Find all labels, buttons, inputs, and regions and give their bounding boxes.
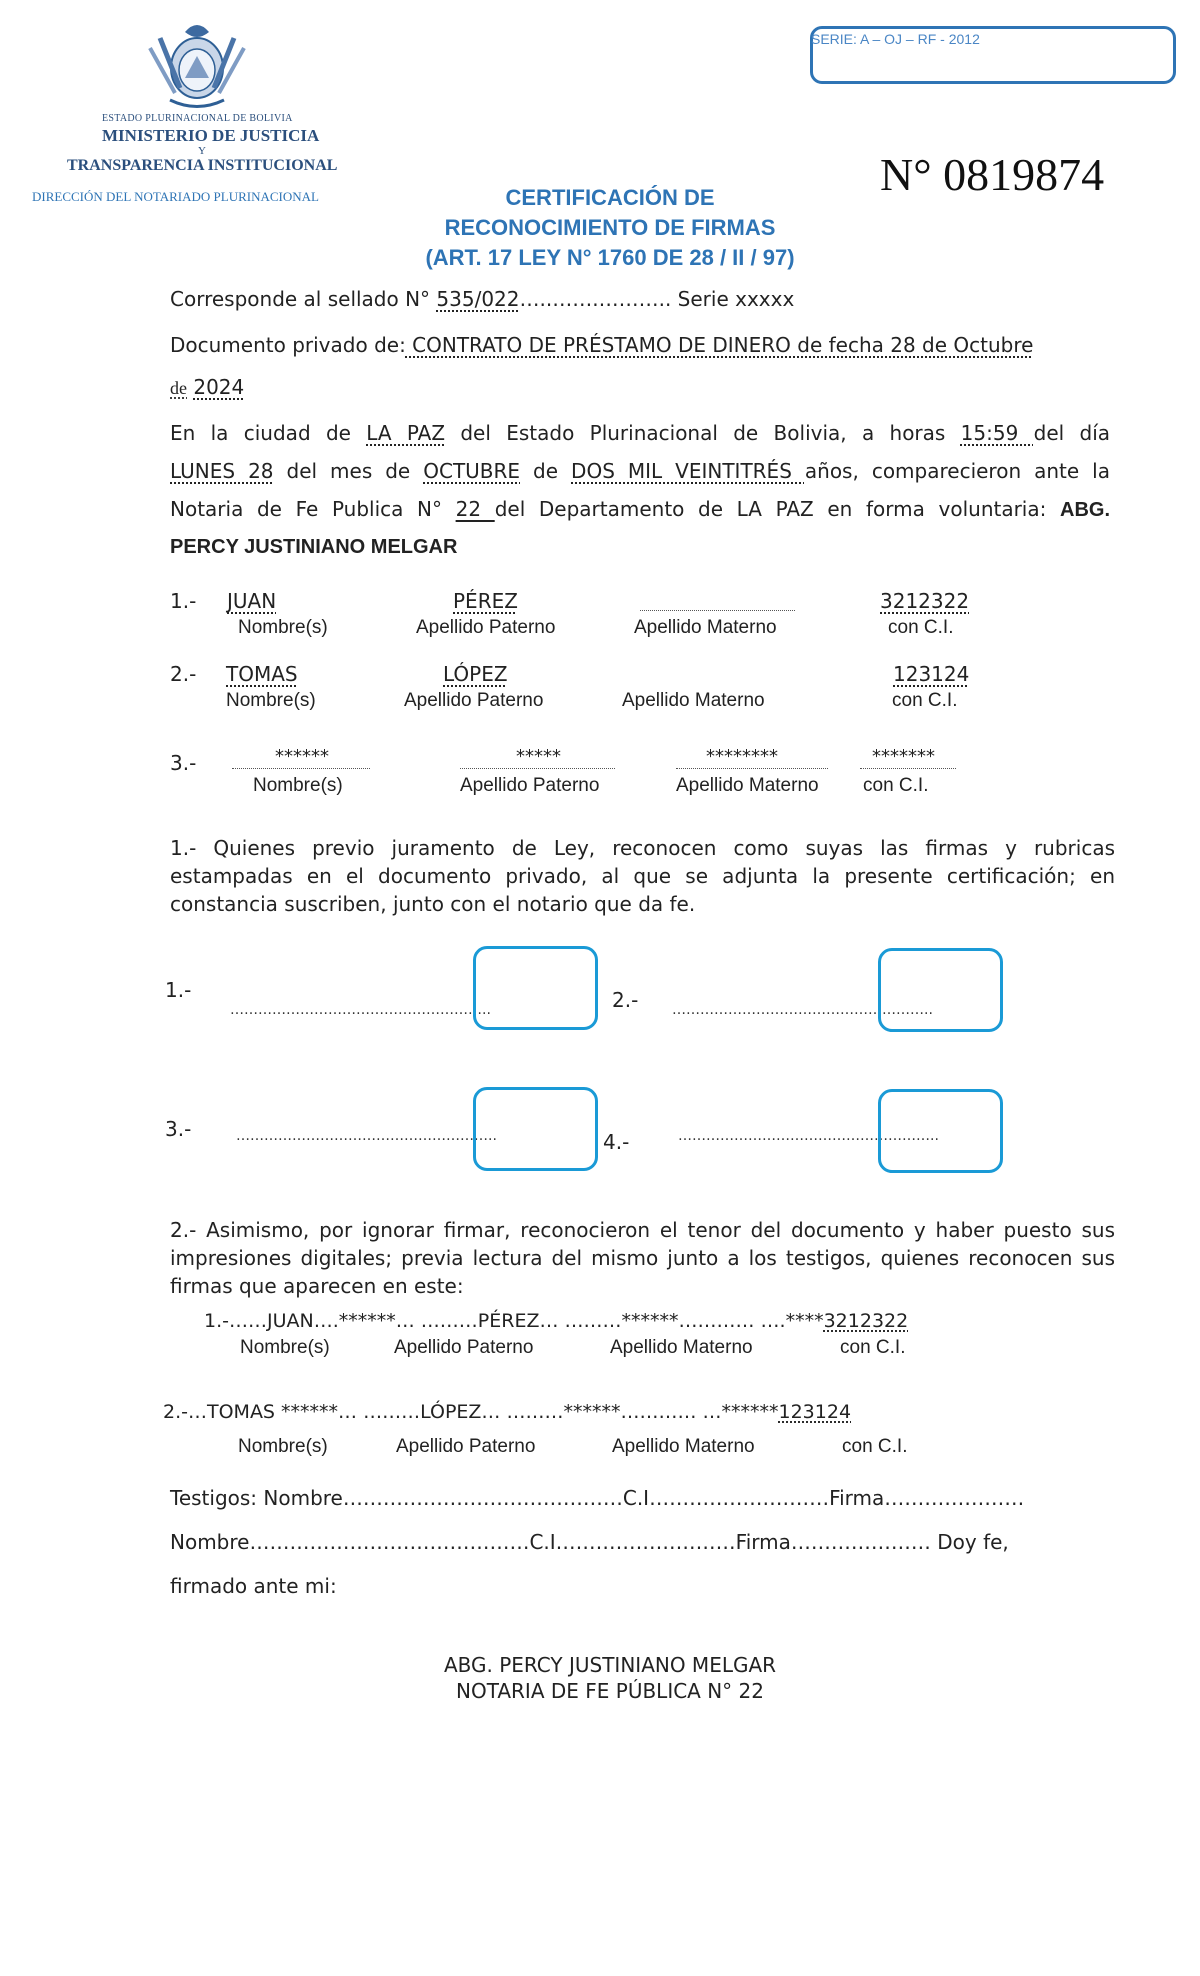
title-line3: (ART. 17 LEY N° 1760 DE 28 / II / 97) [425, 245, 795, 270]
witness-line-2: Nombre……………………………………C.I………………………Firma………………… Doy fe, [170, 1530, 1009, 1554]
para1-line2 [170, 459, 1110, 483]
signature-4-line: ……………………………………………….. [678, 1128, 939, 1144]
party-1-ci: 3212322 [880, 589, 970, 613]
para1-line3 [170, 497, 1110, 522]
caption-ci: con C.I. [842, 1436, 908, 1457]
fingerprint-1-text: 1.-……JUAN….******… ………PÉREZ… ………******………… ….**** [204, 1310, 824, 1332]
party-3-materno-line [676, 768, 828, 769]
doc-line [170, 333, 1033, 357]
signature-3-line: ……………………………………………….. [236, 1128, 497, 1144]
party-2-nombre: TOMAS [226, 662, 298, 686]
caption-nombre: Nombre(s) [253, 775, 343, 796]
para1-notaria: 22 [455, 497, 495, 521]
notary-title: NOTARIA DE FE PÚBLICA N° 22 [455, 1679, 764, 1703]
para1-text-h: del Departamento de LA PAZ en forma voluntaria: [494, 497, 1060, 521]
party-3-ci-line [860, 768, 956, 769]
caption-ci: con C.I. [863, 775, 929, 796]
fingerprint-1 [204, 1310, 908, 1332]
para1-day: LUNES 28 [170, 459, 274, 483]
document-number: N° 0819874 [880, 149, 1105, 200]
party-3-paterno-line [460, 768, 615, 769]
caption-materno: Apellido Materno [622, 690, 765, 711]
para1-month: OCTUBRE [423, 459, 521, 483]
caption-paterno: Apellido Paterno [404, 690, 544, 711]
title-line1: CERTIFICACIÓN DE [505, 185, 715, 210]
page-title [330, 183, 890, 273]
para1-line1 [170, 421, 1110, 445]
caption-ci: con C.I. [888, 617, 954, 638]
caption-paterno: Apellido Paterno [396, 1436, 536, 1457]
sello-line [170, 287, 794, 311]
signature-3-num: 3.- [165, 1117, 192, 1141]
notary-block [300, 1652, 920, 1704]
para1-text-a: En la ciudad de [170, 421, 367, 445]
doc-year: 2024 [193, 375, 245, 399]
signature-3-box[interactable] [473, 1087, 598, 1171]
clause-2: 2.- Asimismo, por ignorar firmar, reconocieron el tenor del documento y haber puesto sus impresiones digitales; previa lectura del mismo junto a los testigos, quienes reconocen sus firmas que aparecen en este: [170, 1218, 1115, 1298]
fingerprint-2-text: 2.-…TOMAS ******… ………LÓPEZ… ………******………… …****** [163, 1401, 779, 1423]
caption-ci: con C.I. [840, 1337, 906, 1358]
party-1-num: 1.- [170, 589, 197, 613]
direction-line: DIRECCIÓN DEL NOTARIADO PLURINACIONAL [32, 189, 319, 204]
caption-paterno: Apellido Paterno [416, 617, 556, 638]
party-2-num: 2.- [170, 662, 197, 686]
sello-number: 535/022 [436, 287, 520, 311]
witness-line-3: firmado ante mi: [170, 1574, 337, 1598]
signature-4-num: 4.- [603, 1130, 630, 1154]
caption-ci: con C.I. [892, 690, 958, 711]
party-1-materno-line [640, 610, 795, 611]
notary-name: ABG. PERCY JUSTINIANO MELGAR [443, 1653, 777, 1677]
signature-2-box[interactable] [878, 948, 1003, 1032]
series-box [810, 26, 1176, 84]
doc-line2 [170, 375, 244, 399]
signature-2-line: ……………………………………………….. [672, 1002, 933, 1018]
para1-yearwords: DOS MIL VEINTITRÉS [571, 459, 805, 483]
caption-materno: Apellido Materno [610, 1337, 753, 1358]
para1-text-c: del día [1033, 421, 1111, 445]
ministry-line2: TRANSPARENCIA INSTITUCIONAL [67, 157, 338, 174]
party-2-paterno: LÓPEZ [443, 662, 508, 686]
doc-de: de [170, 378, 187, 398]
para1-text-b: del Estado Plurinacional de Bolivia, a horas [445, 421, 961, 445]
para1-abg: ABG. [1060, 499, 1110, 521]
bolivia-coat-of-arms-icon [140, 18, 255, 113]
fingerprint-2-ci: 123124 [778, 1401, 852, 1423]
signature-2-num: 2.- [612, 988, 639, 1012]
caption-nombre: Nombre(s) [238, 617, 328, 638]
letterhead [30, 0, 370, 210]
caption-materno: Apellido Materno [612, 1436, 755, 1457]
para1-city: LA PAZ [366, 421, 446, 445]
para1-name: PERCY JUSTINIANO MELGAR [170, 536, 458, 558]
party-3-nombre-line [232, 768, 370, 769]
para1-text-d: del mes de [273, 459, 424, 483]
clause-1: 1.- Quienes previo juramento de Ley, reconocen como suyas las firmas y rubricas estampadas en el documento privado, al que se adjunta la presente certificación; en constancia suscriben, junto con el notario que da fe. [170, 836, 1115, 916]
sello-prefix: Corresponde al sellado N° [170, 287, 437, 311]
para1-text-g: Notaria de Fe Publica N° [170, 497, 456, 521]
caption-materno: Apellido Materno [634, 617, 777, 638]
party-1-paterno: PÉREZ [453, 589, 518, 613]
para1-text-f: años, comparecieron ante la [804, 459, 1110, 483]
party-2-ci: 123124 [893, 662, 970, 686]
caption-materno: Apellido Materno [676, 775, 819, 796]
title-line2: RECONOCIMIENTO DE FIRMAS [444, 215, 776, 240]
party-3-nombre: ****** [275, 746, 329, 767]
caption-paterno: Apellido Paterno [394, 1337, 534, 1358]
series-label: SERIE: A – OJ – RF - 2012 [811, 31, 980, 47]
party-1-nombre: JUAN [227, 589, 277, 613]
fingerprint-1-ci: 3212322 [823, 1310, 909, 1332]
para1-time: 15:59 [960, 421, 1034, 445]
caption-nombre: Nombre(s) [238, 1436, 328, 1457]
caption-nombre: Nombre(s) [240, 1337, 330, 1358]
signature-1-num: 1.- [165, 978, 192, 1002]
doc-prefix: Documento privado de: [170, 333, 406, 357]
ministry-y: Y [198, 145, 206, 157]
sello-dots: …..…….……….. [519, 287, 678, 311]
signature-1-box[interactable] [473, 946, 598, 1030]
witness-line-1: Testigos: Nombre……………………………………C.I………………………Firma………………… [170, 1486, 1025, 1510]
doc-value: CONTRATO DE PRÉSTAMO DE DINERO de fecha 28 de Octubre [405, 333, 1034, 357]
signature-1-line: ……………………………………………….. [230, 1002, 491, 1018]
ministry-line1: MINISTERIO DE JUSTICIA [102, 126, 320, 145]
fingerprint-2 [163, 1401, 851, 1423]
caption-paterno: Apellido Paterno [460, 775, 600, 796]
sello-series: Serie xxxxx [677, 287, 795, 311]
signature-4-box[interactable] [878, 1089, 1003, 1173]
party-3-materno: ******** [706, 746, 778, 767]
party-3-paterno: ***** [516, 746, 561, 767]
party-3-ci: ******* [872, 746, 935, 767]
caption-nombre: Nombre(s) [226, 690, 316, 711]
para1-text-e: de [520, 459, 572, 483]
party-3-num: 3.- [170, 751, 197, 775]
seal-caption: ESTADO PLURINACIONAL DE BOLIVIA [102, 113, 293, 124]
